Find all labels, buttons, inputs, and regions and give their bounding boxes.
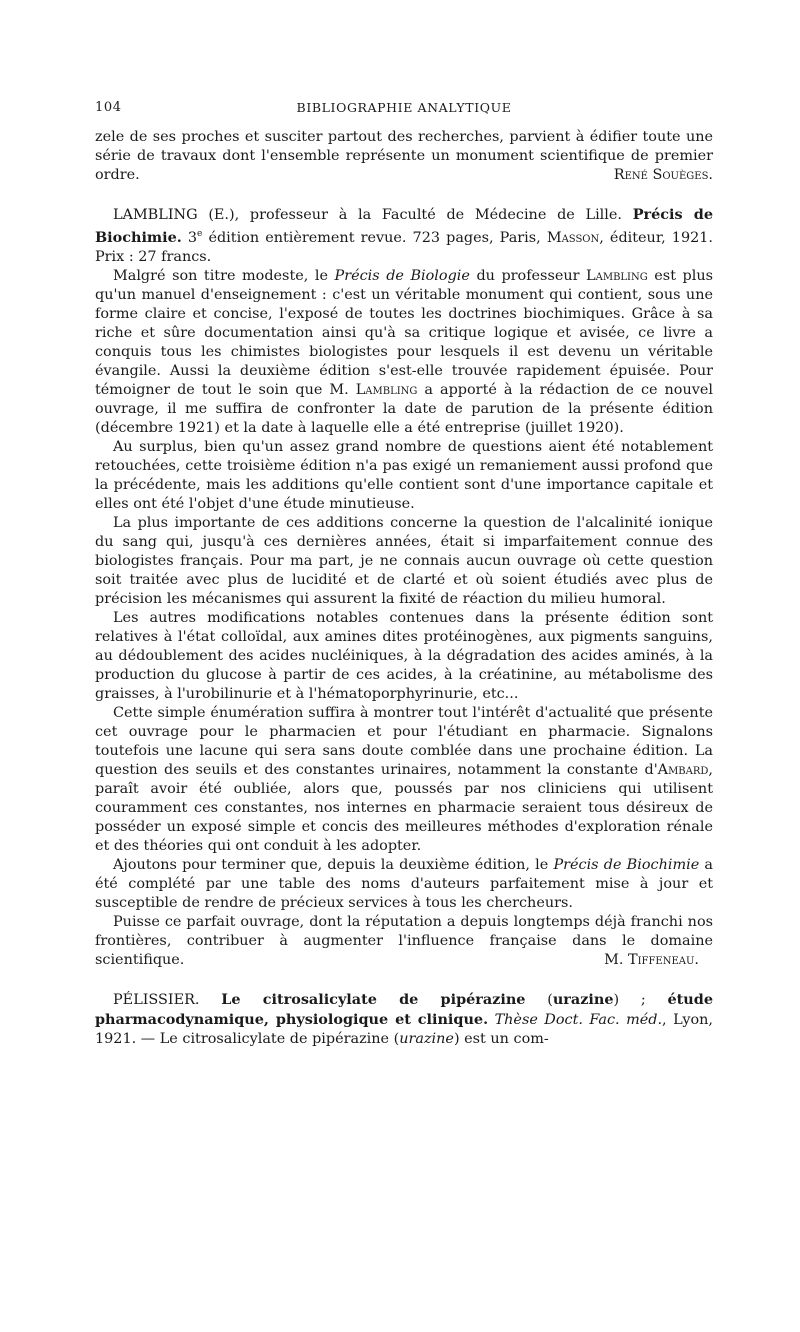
paragraph-3: La plus importante de ces additions concerne la question de l'alcalinité ionique du sang qui, jusqu'à ces dernières années, était si imparfaitement connue des biologistes français. Pour ma part, je ne connais aucun ouvrage où cette question soit traitée avec plus de lucidité et de clarté et où soient étudiés avec plus de précision les mécanismes qui assurent la fixité de réaction du milieu humoral. (95, 514, 713, 607)
publisher: Masson (546, 229, 600, 246)
p1-author-name-2: Lambling (355, 381, 418, 398)
review-details: édition entièrement revue. 723 pages, Paris, (202, 229, 547, 246)
page-number: 104 (95, 100, 122, 115)
paragraph-1 (95, 267, 713, 438)
running-title: BIBLIOGRAPHIE ANALYTIQUE (296, 100, 512, 115)
p1-text-a: Malgré son titre modeste, le (113, 267, 335, 284)
p1-author-name: Lambling (586, 267, 648, 284)
review-details-2: , éditeur, 1921. Prix : 27 francs. (95, 229, 713, 265)
pelissier-title-c: étude pharmacodynamique, physiologique et clinique. (95, 990, 713, 1028)
p5-text-a: Cette simple énumération suffira à montrer tout l'intérêt d'actualité que présente cet ouvrage pour le pharmacien et pour l'étudiant en pharmacie. Signalons toutefois une lacune qui sera sans doute comblée dans une prochaine édition. La question des seuils et des constantes urinaires, notamment la constante d' (95, 704, 713, 778)
pelissier-details-a: , Lyon, 1921. — Le citrosalicylate de pipérazine ( (95, 1011, 714, 1047)
pelissier-thesis: Thèse Doct. Fac. méd. (494, 1011, 663, 1028)
signature-souges: René Souèges. (613, 167, 713, 183)
paragraph-7 (95, 913, 713, 970)
running-head (95, 100, 713, 120)
p1-text-d: a apporté à la rédaction de ce nouvel ouvrage, il me suffira de confronter la date de parution de la présente édition (décembre 1921) et la date à laquelle elle a été entreprise (juillet 1920). (95, 381, 713, 436)
prev-review-text: zele de ses proches et susciter partout des recherches, parvient à édifier toute une série de travaux dont l'ensemble représente un monument scientifique de premier ordre. (95, 129, 713, 183)
pelissier-title-b: urazine (552, 990, 614, 1008)
review-heading-lambling (95, 205, 713, 267)
p1-book-title: Précis de Biologie (334, 267, 470, 284)
p6-text-a: Ajoutons pour terminer que, depuis la deuxième édition, le (113, 856, 554, 873)
pelissier-title-a: Le citrosalicylate de pipérazine (221, 990, 526, 1008)
edition-sup: e (197, 229, 203, 239)
paren-close: ) ; (613, 991, 668, 1008)
pelissier-details-b: ) est un com- (453, 1030, 549, 1047)
pelissier-details-italic: urazine (399, 1030, 454, 1047)
review-title: Précis de Biochimie. (95, 206, 713, 246)
p1-text-b: du professeur (469, 267, 587, 284)
paragraph-5 (95, 704, 713, 856)
p6-text-b: a été complété par une table des noms d'auteurs parfaitement mise à jour et susceptible de rendre de précieux services à tous les chercheurs. (95, 856, 713, 911)
page-body (95, 128, 713, 1049)
pelissier-author: PÉLISSIER. (113, 991, 200, 1008)
review-heading-pelissier (95, 990, 713, 1049)
p5-text-b: , paraît avoir été oubliée, alors que, poussés par nos cliniciens qui utilisent couramment ces constantes, nos internes en pharmacie seraient tous désireux de posséder un exposé simple et concis des meilleures méthodes d'exploration rénale et des théories qui ont conduit à les adopter. (95, 761, 713, 854)
paragraph-6 (95, 856, 713, 913)
p6-book-title: Précis de Biochimie (553, 856, 700, 873)
edition-number: 3 (187, 229, 198, 246)
signature-tiffeneau: M. Tiffeneau. (604, 951, 699, 968)
review-author: LAMBLING (E.), professeur à la Faculté de Médecine de Lille. (113, 207, 622, 223)
p5-name: Ambard (657, 761, 709, 778)
prev-review-end (95, 128, 713, 185)
paren-open: ( (525, 991, 553, 1008)
p7-text: Puisse ce parfait ouvrage, dont la réputation a depuis longtemps déjà franchi nos frontières, contribuer à augmenter l'influence française dans le domaine scientifique. (95, 913, 713, 968)
paragraph-2: Au surplus, bien qu'un assez grand nombre de questions aient été notablement retouchées, cette troisième édition n'a pas exigé un remaniement aussi profond que la précédente, mais les additions qu'elle contient sont d'une importance capitale et elles ont été l'objet d'une étude minutieuse. (95, 438, 713, 512)
paragraph-4: Les autres modifications notables contenues dans la présente édition sont relatives à l'état colloïdal, aux amines dites protéinogènes, aux pigments sanguins, au dédoublement des acides nucléiniques, à la dégradation des acides aminés, à la production du glucose à partir de ces acides, à la créatinine, au métabolisme des graisses, à l'urobilinurie et à l'hématoporphyrinurie, etc... (95, 609, 713, 702)
p1-text-c: est plus qu'un manuel d'enseignement : c'est un véritable monument qui contient, sous une forme claire et concise, l'exposé de toutes les doctrines biochimiques. Grâce à sa riche et sûre documentation ainsi qu'à sa critique logique et avisée, ce livre a conquis tous les chimistes biologistes pour lesquels il est devenu un véritable évangile. Aussi la deuxième édition s'est-elle trouvée rapidement épuisée. Pour témoigner de tout le soin que M. (95, 267, 713, 398)
